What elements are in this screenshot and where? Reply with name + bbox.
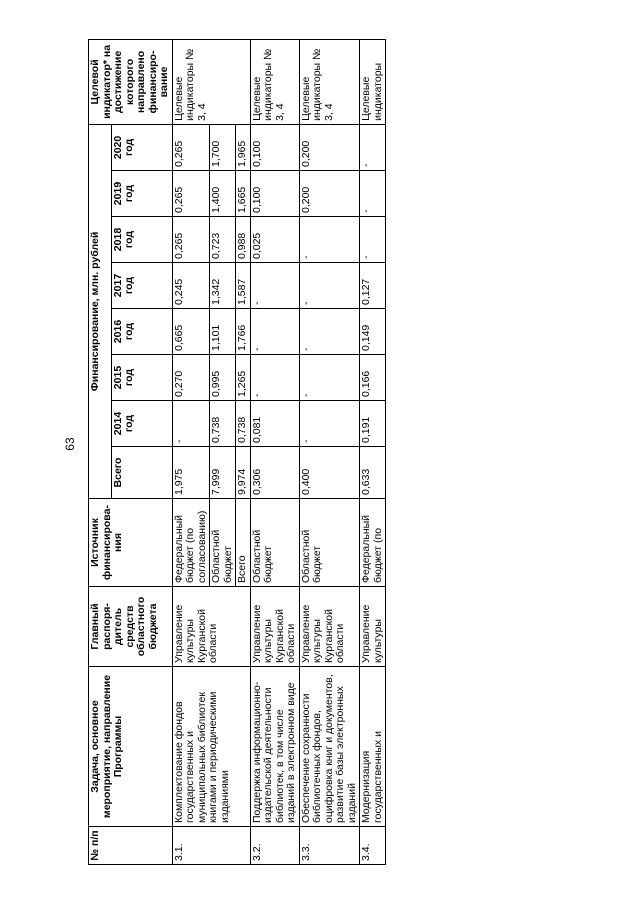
row-year-value: - (360, 124, 386, 170)
row-source: Всего (236, 499, 251, 587)
row-source: Федеральный бюджет (по согласованию) (172, 499, 210, 587)
row-year-value: 0,995 (210, 355, 236, 401)
row-year-value: - (360, 217, 386, 263)
row-year-value: 0,200 (299, 171, 360, 217)
row-total: 1,975 (172, 447, 210, 499)
table-row (299, 39, 360, 864)
row-num: 3.2. (250, 827, 299, 865)
row-task: Комплектование фондов государственных и муниципальных библиотек книгами и периодическими изданиями (172, 667, 250, 827)
page-number: 63 (63, 437, 77, 451)
row-year-value: 0,191 (360, 401, 386, 447)
row-year-value: 0,270 (172, 355, 210, 401)
header-financing: Финансирование, млн. рублей (89, 124, 112, 498)
row-year-value: - (299, 217, 360, 263)
row-year-value: - (250, 355, 299, 401)
row-year-value: 0,127 (360, 263, 386, 309)
row-year-value: 1,342 (210, 263, 236, 309)
row-manager: Управление культуры Курганской области (299, 587, 360, 667)
row-year-value: 0,100 (250, 124, 299, 170)
row-num: 3.3. (299, 827, 360, 865)
header-year: 2020 год (111, 124, 172, 170)
row-num: 3.1. (172, 827, 250, 865)
row-source: Областной бюджет (210, 499, 236, 587)
header-year: 2014 год (111, 401, 172, 447)
table-row (360, 39, 386, 864)
row-num: 3.4. (360, 827, 386, 865)
row-year-value: - (250, 263, 299, 309)
row-manager: Управление культуры Курганской области (250, 587, 299, 667)
row-year-value: 0,166 (360, 355, 386, 401)
header-year: 2017 год (111, 263, 172, 309)
row-manager: Управление культуры Курганской области (172, 587, 250, 667)
row-year-value: 0,100 (250, 171, 299, 217)
row-year-value: 0,025 (250, 217, 299, 263)
row-indicator: Целевые индикаторы (360, 39, 386, 124)
row-year-value: 0,265 (172, 124, 210, 170)
row-year-value: 0,738 (236, 401, 251, 447)
row-task: Обеспечение сохранности библиотечных фондов, оцифровка книг и документов, развитие базы электронных изданий (299, 667, 360, 827)
financing-table (88, 39, 386, 865)
row-year-value: 1,400 (210, 171, 236, 217)
row-total: 9,974 (236, 447, 251, 499)
rotated-table-container (88, 40, 528, 865)
row-total: 0,633 (360, 447, 386, 499)
row-year-value: - (360, 171, 386, 217)
header-manager: Главный распоря-дитель средств областного бюджета (89, 587, 173, 667)
row-year-value: 0,988 (236, 217, 251, 263)
row-indicator: Целевые индикаторы № 3, 4 (250, 39, 299, 124)
row-year-value: - (299, 355, 360, 401)
row-total: 7,999 (210, 447, 236, 499)
row-indicator: Целевые индикаторы № 3, 4 (299, 39, 360, 124)
row-year-value: 1,965 (236, 124, 251, 170)
table-row (250, 39, 299, 864)
row-year-value: 0,200 (299, 124, 360, 170)
row-year-value: - (250, 309, 299, 355)
header-source: Источник финансирова-ния (89, 499, 173, 587)
row-indicator: Целевые индикаторы № 3, 4 (172, 39, 250, 124)
header-year: 2019 год (111, 171, 172, 217)
row-year-value: 1,101 (210, 309, 236, 355)
row-year-value: - (172, 401, 210, 447)
row-year-value: 0,245 (172, 263, 210, 309)
row-year-value: 1,700 (210, 124, 236, 170)
row-task: Модернизация государственных и (360, 667, 386, 827)
row-year-value: 0,265 (172, 217, 210, 263)
header-task: Задача, основное мероприятие, направление Программы (89, 667, 173, 827)
row-source: Областной бюджет (250, 499, 299, 587)
row-year-value: 1,265 (236, 355, 251, 401)
row-year-value: - (299, 401, 360, 447)
row-year-value: 0,265 (172, 171, 210, 217)
header-year: 2015 год (111, 355, 172, 401)
header-indicator: Целевой индикатор* на достижение которого направлено финансиро-вание (89, 39, 173, 124)
row-manager: Управление культуры (360, 587, 386, 667)
row-year-value: 0,665 (172, 309, 210, 355)
row-year-value: 0,081 (250, 401, 299, 447)
row-source: Федеральный бюджет (по (360, 499, 386, 587)
row-year-value: 1,587 (236, 263, 251, 309)
row-total: 0,306 (250, 447, 299, 499)
row-year-value: 1,766 (236, 309, 251, 355)
header-total: Всего (111, 447, 172, 499)
row-year-value: 0,149 (360, 309, 386, 355)
table-row (172, 39, 210, 864)
row-year-value: 0,723 (210, 217, 236, 263)
header-year: 2018 год (111, 217, 172, 263)
row-task: Поддержка информационно-издательской деятельности библиотек, в том числе изданий в электронном виде (250, 667, 299, 827)
header-year: 2016 год (111, 309, 172, 355)
row-total: 0,400 (299, 447, 360, 499)
header-num: № п/п (89, 827, 173, 865)
row-source: Областной бюджет (299, 499, 360, 587)
row-year-value: 0,738 (210, 401, 236, 447)
row-year-value: 1,665 (236, 171, 251, 217)
row-year-value: - (299, 263, 360, 309)
row-year-value: - (299, 309, 360, 355)
